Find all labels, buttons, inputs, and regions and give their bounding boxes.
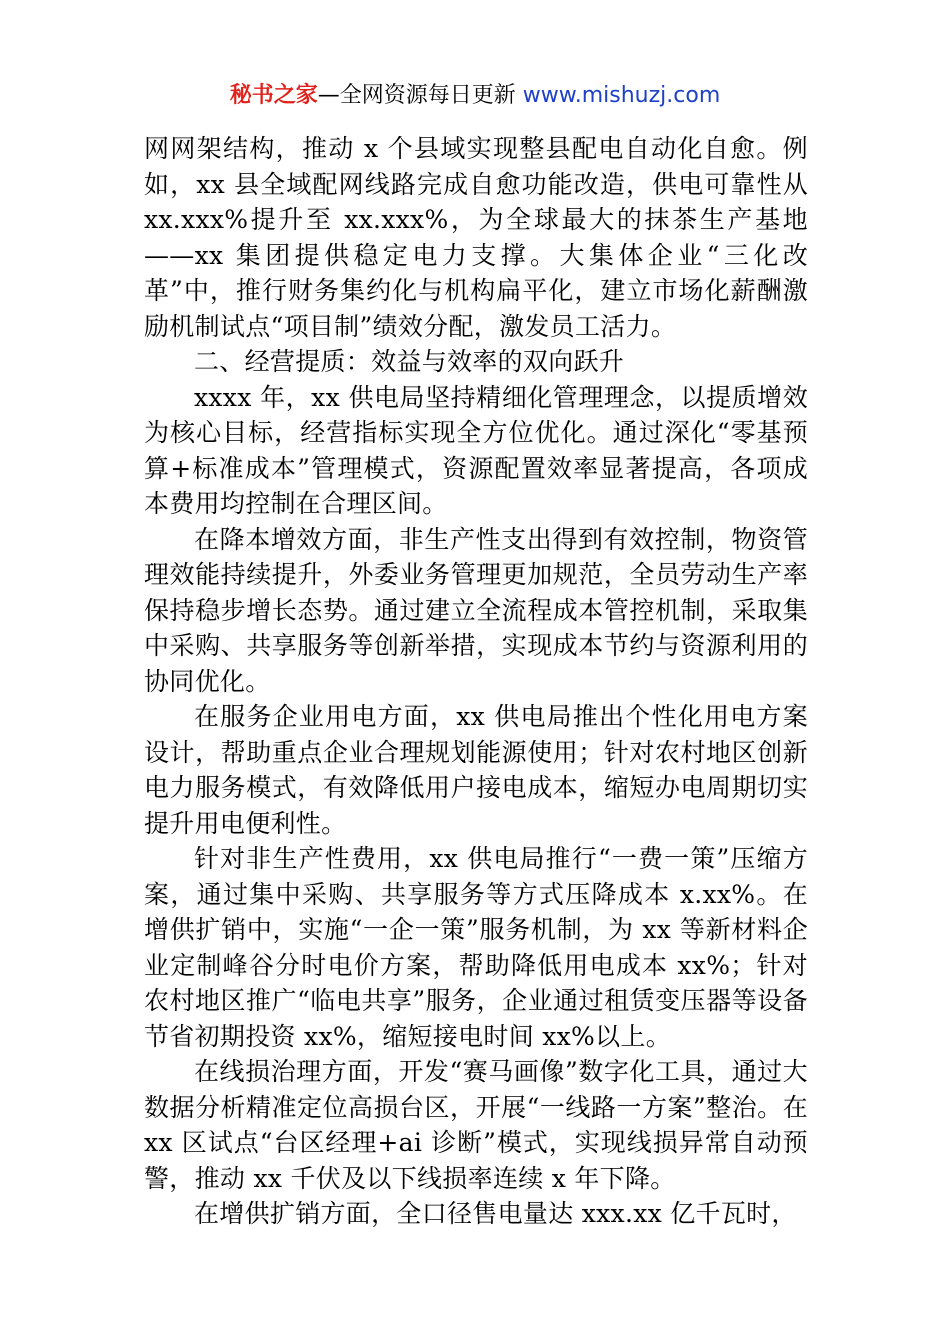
paragraph-continued: 网网架结构，推动 x 个县域实现整县配电自动化自愈。例如，xx 县全域配网线路完成自愈功能改造，供电可靠性从 xx.xxx%提升至 xx.xxx%，为全球最大的抹茶生产基地——xx 集团提供稳定电力支撑。大集体企业“三化改革”中，推行财务集约化与机构扁平化，建立市场化薪酬激励机制试点“项目制”绩效分配，激发员工活力。	[144, 134, 808, 341]
paragraph: 在服务企业用电方面，xx 供电局推出个性化用电方案设计，帮助重点企业合理规划能源使用；针对农村地区创新电力服务模式，有效降低用户接电成本，缩短办电周期切实提升用电便利性。	[144, 702, 808, 838]
site-banner	[0, 80, 950, 112]
brand-name: 秘书之家	[229, 83, 318, 108]
section-heading: 二、经营提质：效益与效率的双向跃升	[194, 347, 625, 376]
paragraph: 在降本增效方面，非生产性支出得到有效控制，物资管理效能持续提升，外委业务管理更加规范，全员劳动生产率保持稳步增长态势。通过建立全流程成本管控机制，采取集中采购、共享服务等创新举措，实现成本节约与资源利用的协同优化。	[144, 524, 808, 696]
paragraph: xxxx 年，xx 供电局坚持精细化管理理念，以提质增效为核心目标，经营指标实现全方位优化。通过深化“零基预算+标准成本”管理模式，资源配置效率显著提高，各项成本费用均控制在合理区间。	[144, 382, 808, 518]
banner-tagline: —全网资源每日更新	[317, 83, 523, 108]
document-body	[144, 131, 808, 1232]
site-url-link[interactable]: www.mishuzj.com	[522, 83, 721, 108]
paragraph: 针对非生产性费用，xx 供电局推行“一费一策”压缩方案，通过集中采购、共享服务等方式压降成本 x.xx%。在增供扩销中，实施“一企一策”服务机制，为 xx 等新材料企业定制峰谷分时电价方案，帮助降低用电成本 xx%；针对农村地区推广“临电共享”服务，企业通过租赁变压器等设备节省初期投资 xx%，缩短接电时间 xx%以上。	[144, 844, 808, 1051]
paragraph: 在增供扩销方面，全口径售电量达 xxx.xx 亿千瓦时，	[194, 1199, 797, 1228]
paragraph: 在线损治理方面，开发“赛马画像”数字化工具，通过大数据分析精准定位高损台区，开展“一线路一方案”整治。在 xx 区试点“台区经理+ai 诊断”模式，实现线损异常自动预警，推动 xx 千伏及以下线损率连续 x 年下降。	[144, 1057, 808, 1193]
